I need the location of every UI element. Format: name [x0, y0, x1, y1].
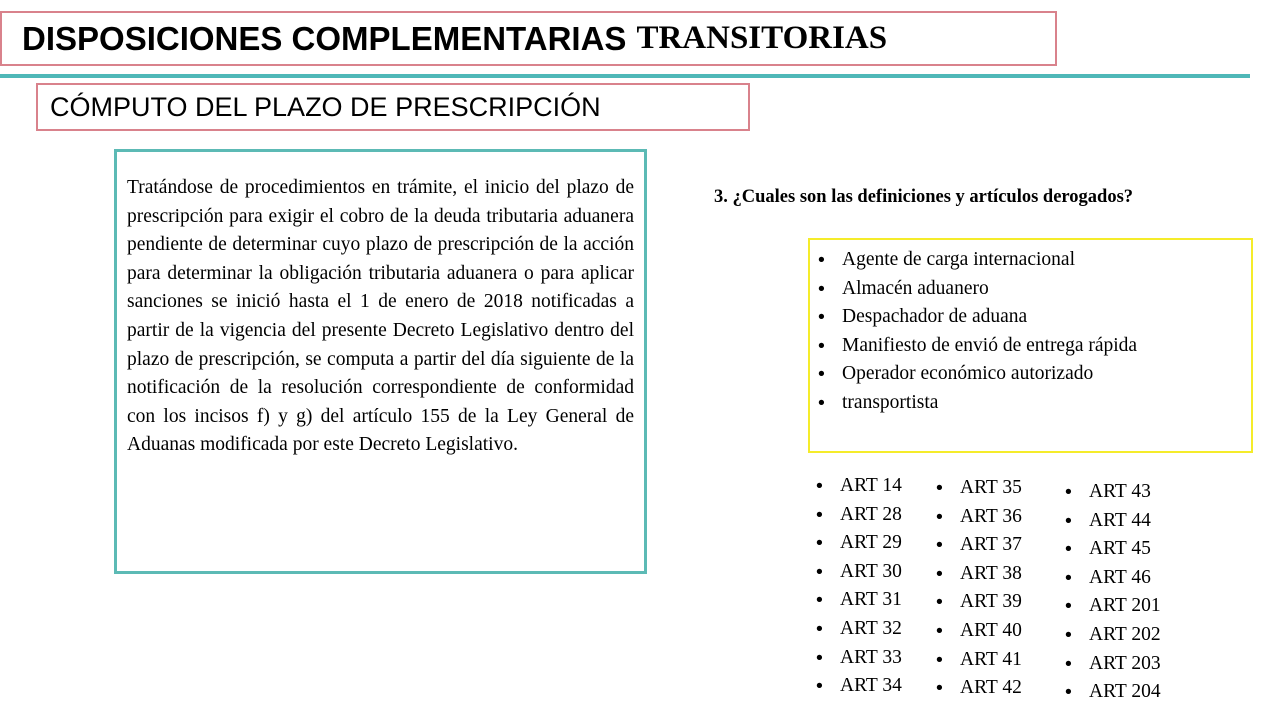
paragraph-text: Tratándose de procedimientos en trámite, el inicio del plazo de prescripción para exigir el cobro de la deuda tributaria aduanera pendiente de determinar cuyo plazo de prescripción de la acción para determinar la obligación tributaria aduanera o para aplicar sanciones se inició hasta el 1 de enero de 2018 notificadas a partir de la vigencia del presente Decreto Legislativo dentro del plazo de prescripción, se computa a partir del día siguiente de la notificación de la resolución correspondiente de conformidad con los incisos f) y g) del artículo 155 de la Ley General de Aduanas modificada por este Decreto Legislativo.: [127, 177, 634, 456]
articles-column-1: [808, 472, 902, 701]
article-item: • ART 29: [808, 529, 902, 558]
article-item: • ART 45: [1057, 535, 1161, 564]
article-item: • ART 34: [808, 672, 902, 701]
article-item: • ART 44: [1057, 507, 1161, 536]
article-item: • ART 43: [1057, 478, 1161, 507]
article-item: • ART 42: [928, 674, 1022, 703]
article-item: • ART 35: [928, 474, 1022, 503]
article-item: • ART 36: [928, 503, 1022, 532]
page-title: [0, 11, 1057, 66]
article-item: • ART 41: [928, 646, 1022, 675]
definition-item: • Manifiesto de envió de entrega rápida: [810, 332, 1137, 361]
page-title-part2: TRANSITORIAS: [636, 20, 888, 56]
article-item: • ART 32: [808, 615, 902, 644]
article-item: • ART 40: [928, 617, 1022, 646]
article-item: • ART 46: [1057, 564, 1161, 593]
article-item: • ART 38: [928, 560, 1022, 589]
article-item: • ART 37: [928, 531, 1022, 560]
article-item: • ART 204: [1057, 678, 1161, 707]
articles-column-2: [928, 474, 1022, 703]
article-item: • ART 202: [1057, 621, 1161, 650]
article-item: • ART 30: [808, 558, 902, 587]
articles-column-3: [1057, 478, 1161, 707]
definitions-list: [810, 246, 1137, 418]
question-heading: 3. ¿Cuales son las definiciones y artículos derogados?: [714, 187, 1134, 207]
definition-item: • Operador económico autorizado: [810, 360, 1137, 389]
article-item: • ART 201: [1057, 592, 1161, 621]
article-item: • ART 31: [808, 586, 902, 615]
definition-item: • Despachador de aduana: [810, 303, 1137, 332]
article-item: • ART 28: [808, 501, 902, 530]
article-item: • ART 39: [928, 588, 1022, 617]
article-item: • ART 33: [808, 644, 902, 673]
article-item: • ART 14: [808, 472, 902, 501]
definition-item: • Almacén aduanero: [810, 275, 1137, 304]
section-subtitle: CÓMPUTO DEL PLAZO DE PRESCRIPCIÓN: [36, 83, 750, 131]
definition-item: • Agente de carga internacional: [810, 246, 1137, 275]
definitions-box: [808, 238, 1253, 453]
page-title-part1: DISPOSICIONES COMPLEMENTARIAS: [22, 19, 627, 57]
definition-item: • transportista: [810, 389, 1137, 418]
title-divider: [0, 74, 1250, 78]
paragraph-box: [114, 149, 647, 574]
article-item: • ART 203: [1057, 650, 1161, 679]
